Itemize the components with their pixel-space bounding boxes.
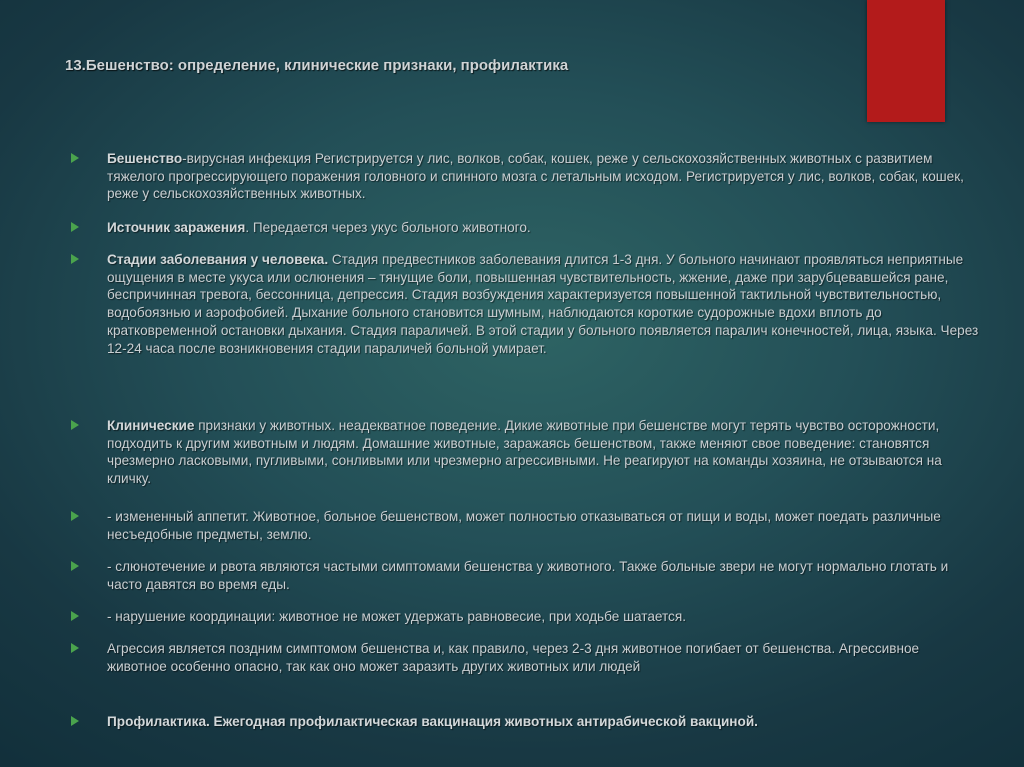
item-text: . Передается через укус больного животного. xyxy=(245,220,531,235)
triangle-arrow-icon xyxy=(71,219,107,232)
triangle-arrow-icon xyxy=(71,713,107,726)
item-text: -вирусная инфекция Регистрируется у лис, волков, собак, кошек, реже у сельскохозяйственных животных с развитием тяжелого прогрессирующего поражения головного и спинного мозга с летальным исходом. Регистрируется у лис, волков, собак, кошек, реже у сельскохозяйственных животных. xyxy=(107,151,964,202)
item-text: - слюнотечение и рвота являются частыми симптомами бешенства у животного. Также больные звери не могут нормально глотать и часто давятся во время еды. xyxy=(107,559,949,592)
item-lead: Клинические xyxy=(107,418,195,433)
item-lead: Источник заражения xyxy=(107,220,246,235)
accent-bar xyxy=(867,0,945,122)
list-item xyxy=(71,150,981,203)
item-lead: Бешенство xyxy=(107,151,183,166)
item-lead: Профилактика. Ежегодная профилактическая вакцинация животных антирабической вакциной. xyxy=(107,714,758,729)
item-lead: Стадии заболевания у человека. xyxy=(107,252,329,267)
triangle-arrow-icon xyxy=(71,150,107,163)
triangle-arrow-icon xyxy=(71,508,107,521)
item-text: Агрессия является поздним симптомом бешенства и, как правило, через 2-3 дня животное погибает от бешенства. Агрессивное животное особенно опасно, так как оно может заразить других животных или людей xyxy=(107,641,920,674)
list-item xyxy=(71,713,981,731)
item-text: - нарушение координации: животное не может удержать равновесие, при ходьбе шатается. xyxy=(107,609,686,624)
item-text: - измененный аппетит. Животное, больное бешенством, может полностью отказываться от пищи и воды, может поедать различные несъедобные предметы, землю. xyxy=(107,509,941,542)
list-item xyxy=(71,508,981,543)
list-item xyxy=(71,417,981,488)
slide-title: 13.Бешенство: определение, клинические признаки, профилактика xyxy=(65,57,569,74)
list-item xyxy=(71,608,981,626)
triangle-arrow-icon xyxy=(71,251,107,264)
list-item xyxy=(71,640,981,675)
triangle-arrow-icon xyxy=(71,608,107,621)
triangle-arrow-icon xyxy=(71,558,107,571)
list-item xyxy=(71,558,981,593)
item-text: Стадия предвестников заболевания длится 1-3 дня. У больного начинают проявляться неприятные ощущения в месте укуса или ослюнения – тянущие боли, повышенная чувствительность, жжение, даже при зарубцевавшейся ране, беспричинная тревога, бессонница, депрессия. Стадия возбуждения характеризуется повышенной тактильной чувствительностью, водобоязнью и аэрофобией. Дыхание больного становится шумным, наблюдаются короткие судорожные вдохи вплоть до кратковременной остановки дыхания. Стадия параличей. В этой стадии у больного появляется паралич конечностей, лица, языка. Через 12-24 часа после возникновения стадии параличей больной умирает. xyxy=(107,252,979,356)
item-text: признаки у животных. неадекватное поведение. Дикие животные при бешенстве могут терять чувство осторожности, подходить к другим животным и людям. Домашние животные, заражаясь бешенством, также меняют свое поведение: становятся чрезмерно ласковыми, пугливыми, сонливыми или чрезмерно агрессивными. Не реагируют на команды хозяина, не отзываются на кличку. xyxy=(107,418,942,487)
list-item xyxy=(71,251,981,357)
triangle-arrow-icon xyxy=(71,640,107,653)
triangle-arrow-icon xyxy=(71,417,107,430)
list-item xyxy=(71,219,981,237)
